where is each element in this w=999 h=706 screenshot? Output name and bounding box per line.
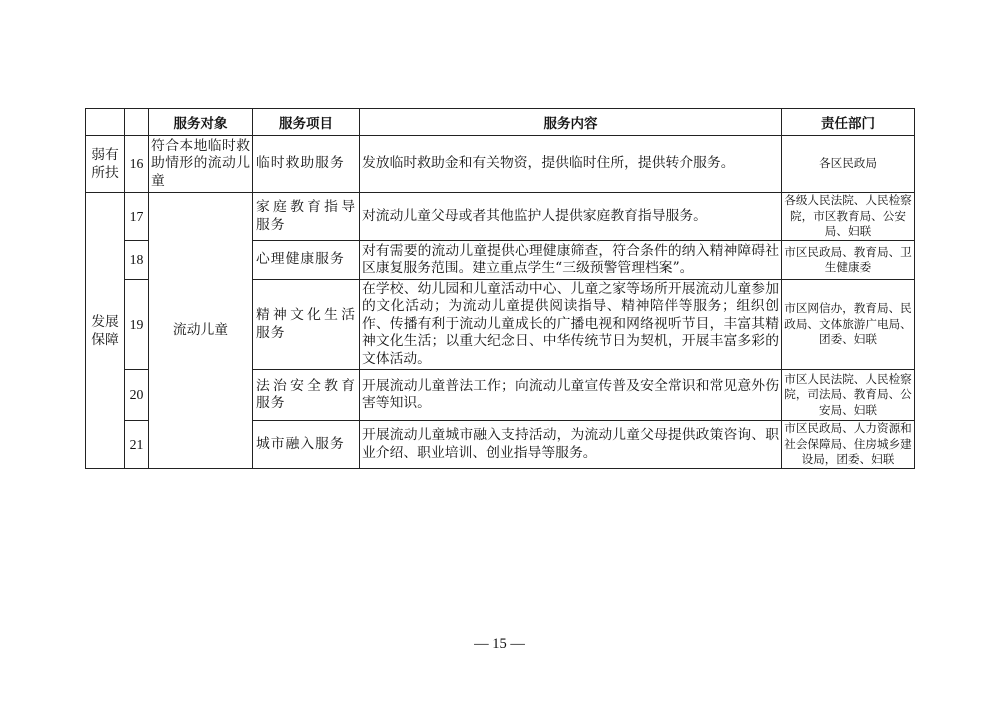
item-cell: 精神文化生活服务 bbox=[253, 280, 360, 370]
row-number: 20 bbox=[125, 370, 149, 421]
header-category bbox=[86, 109, 125, 136]
item-cell: 心理健康服务 bbox=[253, 241, 360, 280]
table-row bbox=[86, 136, 915, 193]
category-cell: 发展保障 bbox=[86, 193, 125, 469]
dept-cell: 市区民政局、教育局、卫生健康委 bbox=[782, 241, 915, 280]
dept-cell: 各区民政局 bbox=[782, 136, 915, 193]
content-cell: 开展流动儿童城市融入支持活动，为流动儿童父母提供政策咨询、职业介绍、职业培训、创业指导等服务。 bbox=[360, 421, 782, 469]
row-number: 18 bbox=[125, 241, 149, 280]
item-cell: 家庭教育指导服务 bbox=[253, 193, 360, 241]
row-number: 19 bbox=[125, 280, 149, 370]
dept-cell: 各级人民法院、人民检察院，市区教育局、公安局、妇联 bbox=[782, 193, 915, 241]
dept-cell: 市区人民法院、人民检察院，司法局、教育局、公安局、妇联 bbox=[782, 370, 915, 421]
item-cell: 城市融入服务 bbox=[253, 421, 360, 469]
row-number: 16 bbox=[125, 136, 149, 193]
header-dept: 责任部门 bbox=[782, 109, 915, 136]
dept-cell: 市区民政局、人力资源和社会保障局、住房城乡建设局，团委、妇联 bbox=[782, 421, 915, 469]
target-cell: 符合本地临时救助情形的流动儿童 bbox=[149, 136, 253, 193]
header-content: 服务内容 bbox=[360, 109, 782, 136]
dept-cell: 市区网信办，教育局、民政局、文体旅游广电局、团委、妇联 bbox=[782, 280, 915, 370]
table-header-row bbox=[86, 109, 915, 136]
table-row bbox=[86, 193, 915, 241]
content-cell: 对有需要的流动儿童提供心理健康筛查，符合条件的纳入精神障碍社区康复服务范围。建立重点学生“三级预警管理档案”。 bbox=[360, 241, 782, 280]
service-table bbox=[85, 108, 915, 469]
header-item: 服务项目 bbox=[253, 109, 360, 136]
item-cell: 临时救助服务 bbox=[253, 136, 360, 193]
content-cell: 在学校、幼儿园和儿童活动中心、儿童之家等场所开展流动儿童参加的文化活动；为流动儿童提供阅读指导、精神陪伴等服务；组织创作、传播有利于流动儿童成长的广播电视和网络视听节目，丰富其精神文化生活；以重大纪念日、中华传统节日为契机，开展丰富多彩的文体活动。 bbox=[360, 280, 782, 370]
row-number: 21 bbox=[125, 421, 149, 469]
row-number: 17 bbox=[125, 193, 149, 241]
page-number: — 15 — bbox=[474, 636, 525, 652]
content-cell: 对流动儿童父母或者其他监护人提供家庭教育指导服务。 bbox=[360, 193, 782, 241]
content-cell: 发放临时救助金和有关物资，提供临时住所，提供转介服务。 bbox=[360, 136, 782, 193]
target-cell: 流动儿童 bbox=[149, 193, 253, 469]
content-cell: 开展流动儿童普法工作；向流动儿童宣传普及安全常识和常见意外伤害等知识。 bbox=[360, 370, 782, 421]
category-cell: 弱有所扶 bbox=[86, 136, 125, 193]
item-cell: 法治安全教育服务 bbox=[253, 370, 360, 421]
header-target: 服务对象 bbox=[149, 109, 253, 136]
header-no bbox=[125, 109, 149, 136]
